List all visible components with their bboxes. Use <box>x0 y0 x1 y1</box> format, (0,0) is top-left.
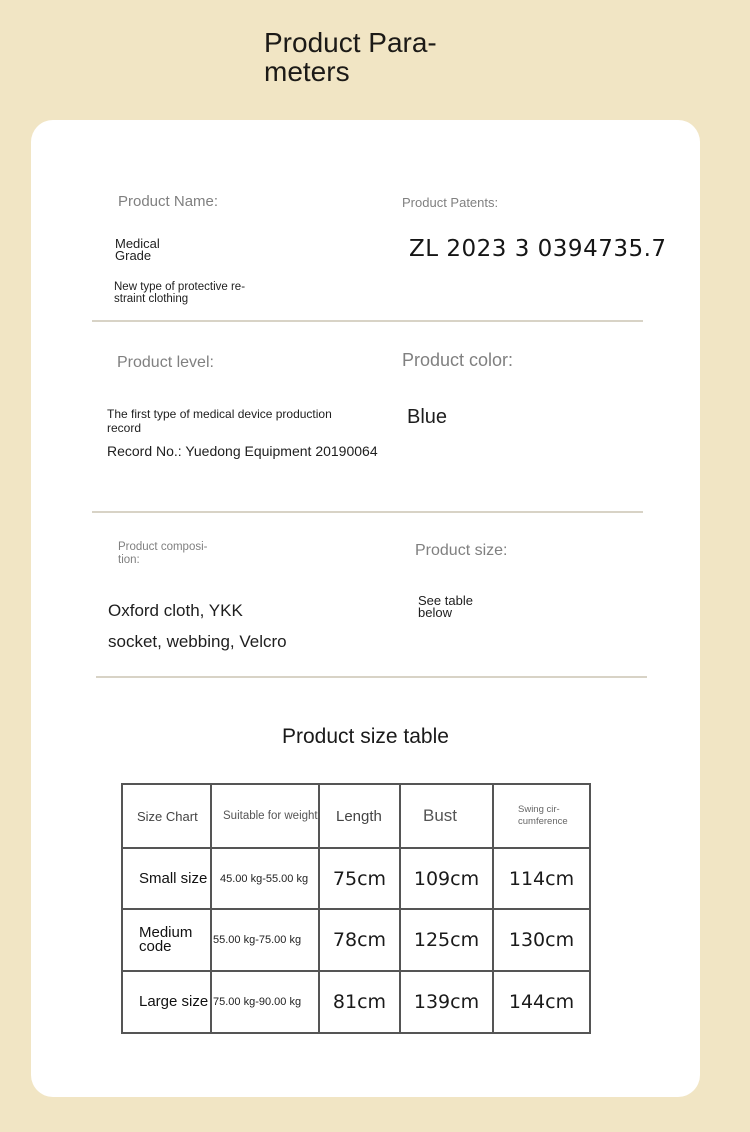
row-size: Medium code <box>122 909 211 971</box>
product-level-label: Product level: <box>117 354 214 371</box>
product-level-line1: The first type of medical device production record <box>107 407 332 435</box>
row-swing: 144cm <box>493 971 590 1033</box>
size-table-title: Product size table <box>282 725 449 748</box>
row-bust: 125cm <box>400 909 493 971</box>
row-weight: 55.00 kg-75.00 kg <box>211 909 319 971</box>
size-table-header-row <box>122 784 590 848</box>
divider-3 <box>96 676 647 678</box>
header-size-chart: Size Chart <box>122 784 211 848</box>
row-length: 75cm <box>319 848 400 909</box>
product-composition-label: Product composi- tion: <box>118 541 208 566</box>
product-name-label: Product Name: <box>118 193 219 210</box>
row-size: Small size <box>122 848 211 909</box>
header-length: Length <box>319 784 400 848</box>
table-row <box>122 909 590 971</box>
row-size: Large size <box>122 971 211 1033</box>
product-color-label: Product color: <box>402 350 514 370</box>
row-bust: 139cm <box>400 971 493 1033</box>
row-weight: 75.00 kg-90.00 kg <box>211 971 319 1033</box>
product-name-grade: Medical Grade <box>115 236 160 263</box>
product-patents-value: ZL 2023 3 0394735.7 <box>409 236 667 262</box>
product-size-value: See table below <box>418 593 473 620</box>
row-length: 81cm <box>319 971 400 1033</box>
header-weight: Suitable for weight <box>211 784 319 848</box>
row-weight: 45.00 kg-55.00 kg <box>211 848 319 909</box>
divider-2 <box>92 511 643 513</box>
product-level-line2: Record No.: Yuedong Equipment 20190064 <box>107 443 378 459</box>
size-table <box>121 783 591 1034</box>
header-bust: Bust <box>400 784 493 848</box>
row-length: 78cm <box>319 909 400 971</box>
product-color-value: Blue <box>407 406 448 428</box>
product-name-description: New type of protective re- straint clothing <box>114 281 246 305</box>
row-bust: 109cm <box>400 848 493 909</box>
page-title: Product Para- meters <box>264 27 437 87</box>
product-composition-line2: socket, webbing, Velcro <box>108 632 287 651</box>
product-composition-line1: Oxford cloth, YKK <box>108 601 243 620</box>
product-patents-label: Product Patents: <box>402 195 499 210</box>
table-row <box>122 971 590 1033</box>
table-row <box>122 848 590 909</box>
row-swing: 130cm <box>493 909 590 971</box>
divider-1 <box>92 320 643 322</box>
row-swing: 114cm <box>493 848 590 909</box>
product-size-label: Product size: <box>415 542 508 559</box>
header-swing: Swing cir- cumference <box>493 784 590 848</box>
